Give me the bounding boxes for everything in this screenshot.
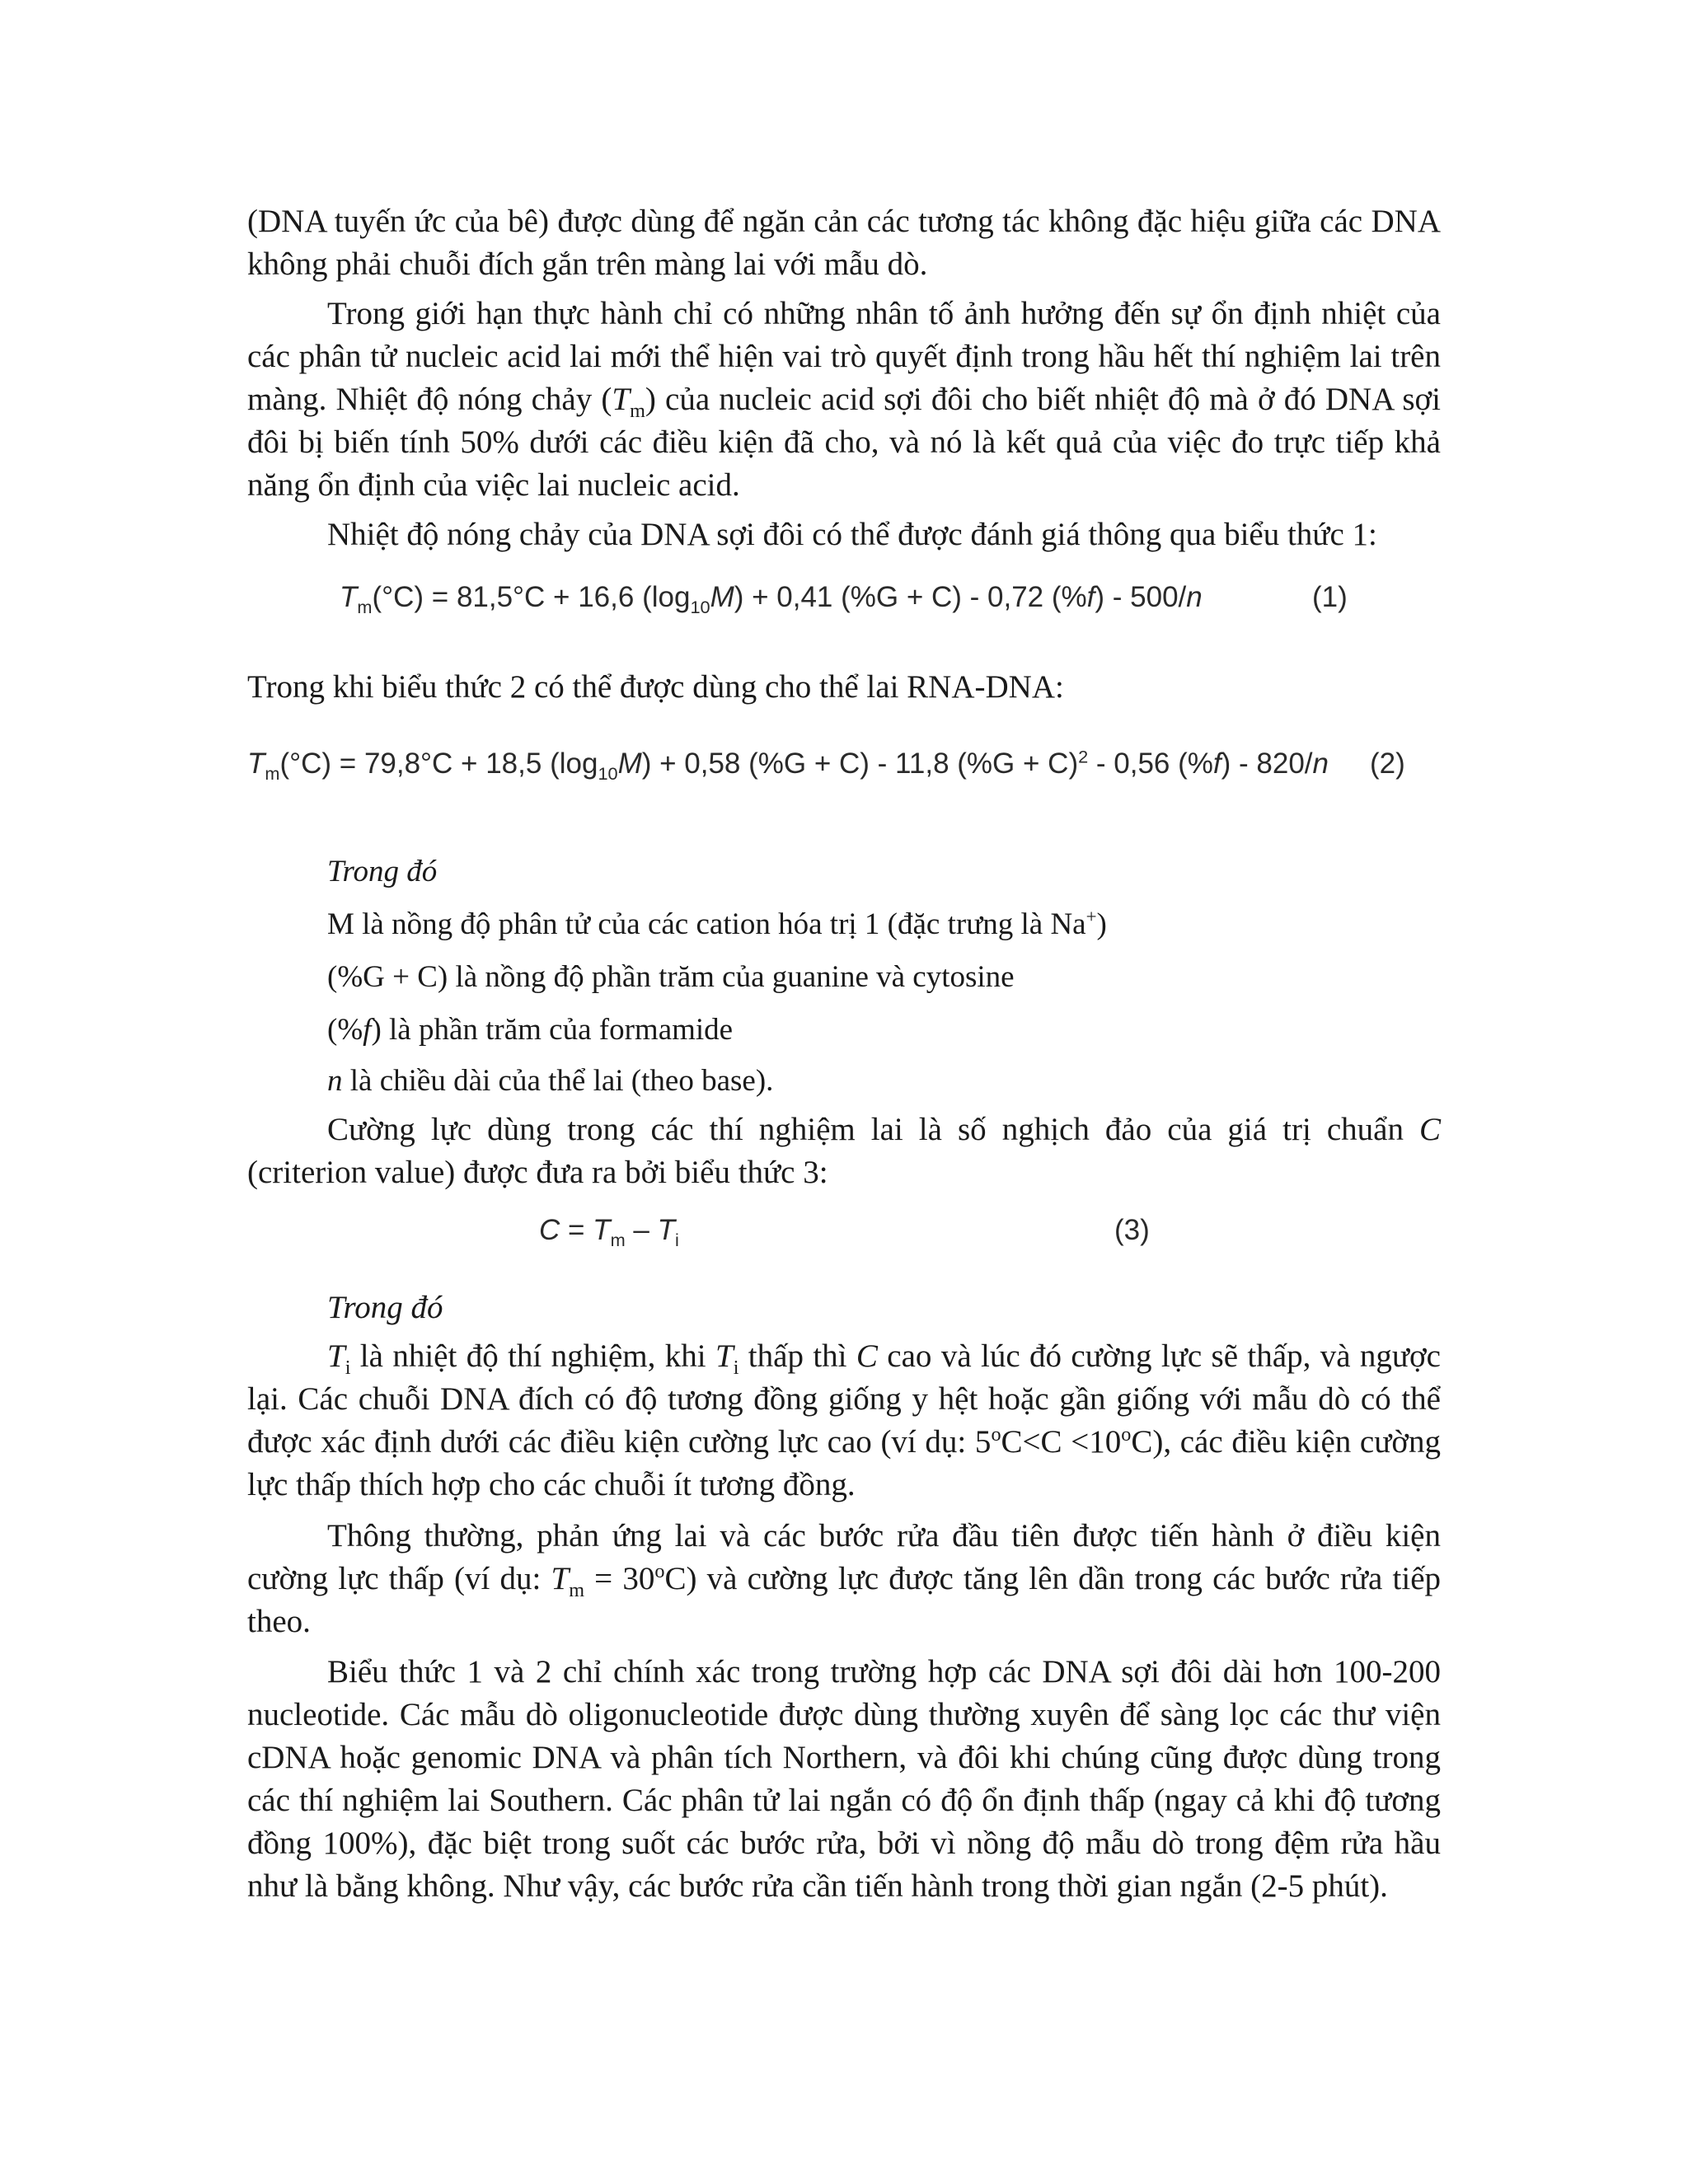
eq2-n: n [1312,748,1329,780]
stringency-text-a: Cường lực dùng trong các thí nghiệm lai là số nghịch đảo của giá trị chuẩn [327,1112,1419,1147]
eq1-part-c: ) - 500/ [1095,581,1187,613]
definition-M [327,903,1107,946]
melting-paragraph [247,293,1441,507]
eq2-sup-2: 2 [1078,746,1089,767]
usual-text-a: Thông thường, phản ứng lai và các bước rửa đầu tiên được tiến hành ở điều kiện cường lực thấp (ví dụ: [247,1518,1441,1596]
ti-paragraph [247,1335,1441,1507]
ti-text-e: C), các điều kiện cường lực thấp thích hợp cho các chuỗi ít tương đồng. [247,1424,1442,1502]
eq1-T: T [340,581,358,613]
def-n-symbol: n [327,1064,343,1098]
ti-T2: T [715,1338,734,1374]
eq2-intro [247,666,1441,709]
usual-text-c: C) và cường lực được tăng lên dần trong các bước rửa tiếp theo. [247,1561,1441,1639]
eq2-part-a: (°C) = 79,8°C + 18,5 (log [279,748,598,780]
def-f-text: ) là phần trăm của formamide [371,1013,734,1047]
stringency-text-b: (criterion value) được đưa ra bởi biểu thức 3: [247,1155,828,1190]
eq1-sub-10: 10 [690,597,710,617]
eq2-T: T [247,748,265,780]
def-f-symbol: f [363,1013,372,1047]
definition-GC: (%G + C) là nồng độ phần trăm của guanine và cytosine [327,960,1015,994]
ti-sup2: o [1121,1423,1132,1446]
ti-C: C [856,1338,878,1374]
intro-paragraph [247,200,1441,286]
eq1-M: M [710,581,734,613]
eq3-sub-m: m [610,1230,626,1250]
eq3-C: C [539,1214,560,1246]
stringency-paragraph [247,1108,1441,1194]
def-M-sup: + [1085,906,1097,927]
equation-2-number: (2) [1370,748,1405,780]
ti-sup1: o [991,1423,1001,1446]
tm-symbol: T [612,382,631,417]
where-label-1: Trong đó [327,855,438,888]
tm-subscript: m [630,399,645,422]
eq1-intro [247,513,1441,556]
equation-1-number: (1) [1312,581,1348,613]
eq2-M: M [617,748,642,780]
usual-sup: o [654,1560,665,1582]
eq3-sub-i: i [674,1230,679,1250]
equation-3-number: (3) [1114,1214,1150,1246]
intro-text: (DNA tuyến ức của bê) được dùng để ngăn cản các tương tác không đặc hiệu giữa các DNA không phải chuỗi đích gắn trên màng lai với mẫu dò. [247,204,1441,282]
equation-2 [247,743,1329,785]
def-f-open: (% [327,1013,363,1047]
melting-text-b: ) của nucleic acid sợi đôi cho biết nhiệt độ mà ở đó DNA sợi đôi bị biến tính 50% dưới các điều kiện đã cho, và nó là kết quả của việc đo trực tiếp khả năng ổn định của việc lai nucleic acid. [247,382,1441,503]
definition-n [327,1060,773,1103]
ti-text-d: C<C <10 [1001,1424,1122,1460]
def-M-text: M là nồng độ phân tử của các cation hóa trị 1 (đặc trưng là Na [327,907,1086,941]
eq2-part-c: - 0,56 (% [1088,748,1213,780]
eq2-sub-10: 10 [598,763,618,784]
eq3-T1: T [593,1214,611,1246]
final-text: Biểu thức 1 và 2 chỉ chính xác trong trường hợp các DNA sợi đôi dài hơn 100-200 nucleotide. Các mẫu dò oligonucleotide được dùng thường xuyên để sàng lọc các thư viện cDNA hoặc genomic DNA và phân tích Northern, và đôi khi chúng cũng được dùng trong các thí nghiệm lai Southern. Các phân tử lai ngắn có độ ổn định thấp (ngay cả khi độ tương đồng 100%), đặc biệt trong suốt các bước rửa, bởi vì nồng độ mẫu dò trong đệm rửa hầu như là bằng không. Như vậy, các bước rửa cần tiến hành trong thời gian ngắn (2-5 phút). [247,1654,1441,1904]
ti-sub2: i [733,1356,739,1379]
def-n-text: là chiều dài của thể lai (theo base). [342,1064,774,1098]
usual-T: T [551,1561,570,1596]
eq2-intro-text: Trong khi biểu thức 2 có thể được dùng cho thể lai RNA-DNA: [247,669,1064,705]
eq1-n: n [1186,581,1203,613]
equation-1 [340,577,1203,618]
eq3-minus: – [625,1214,658,1246]
final-paragraph [247,1651,1441,1908]
eq3-T2: T [657,1214,675,1246]
eq1-part-a: (°C) = 81,5°C + 16,6 (log [372,581,691,613]
eq1-sub-m: m [357,597,373,617]
ti-sub: i [345,1356,351,1379]
ti-text-a: là nhiệt độ thí nghiệm, khi [350,1338,715,1374]
eq3-equals: = [560,1214,593,1246]
usual-paragraph [247,1515,1441,1643]
where-label-2: Trong đó [327,1290,443,1325]
eq1-f: f [1086,581,1095,613]
eq2-f: f [1212,748,1221,780]
ti-text-c: cao và lúc đó cường lực sẽ thấp, và ngược lại. Các chuỗi DNA đích có độ tương đồng giống y hệt hoặc gần giống với mẫu dò có thể được xác định dưới các điều kiện cường lực cao (ví dụ: 5 [247,1338,1441,1460]
ti-text-b: thấp thì [738,1338,856,1374]
definition-f [327,1009,733,1052]
usual-text-b: = 30 [584,1561,655,1596]
eq2-part-b: ) + 0,58 (%G + C) - 11,8 (%G + C) [641,748,1079,780]
usual-sub: m [569,1578,585,1601]
eq1-intro-text: Nhiệt độ nóng chảy của DNA sợi đôi có thể được đánh giá thông qua biểu thức 1: [327,517,1377,552]
def-M-close: ) [1096,907,1107,941]
eq1-part-b: ) + 0,41 (%G + C) - 0,72 (% [734,581,1087,613]
eq2-sub-m: m [265,763,280,784]
eq2-part-d: ) - 820/ [1221,748,1313,780]
equation-3 [539,1210,679,1251]
ti-T: T [327,1338,345,1374]
stringency-C: C [1418,1112,1441,1147]
melting-text-a: Trong giới hạn thực hành chỉ có những nhân tố ảnh hưởng đến sự ổn định nhiệt của các phân tử nucleic acid lai mới thể hiện vai trò quyết định trong hầu hết thí nghiệm lai trên màng. Nhiệt độ nóng chảy ( [247,296,1441,417]
